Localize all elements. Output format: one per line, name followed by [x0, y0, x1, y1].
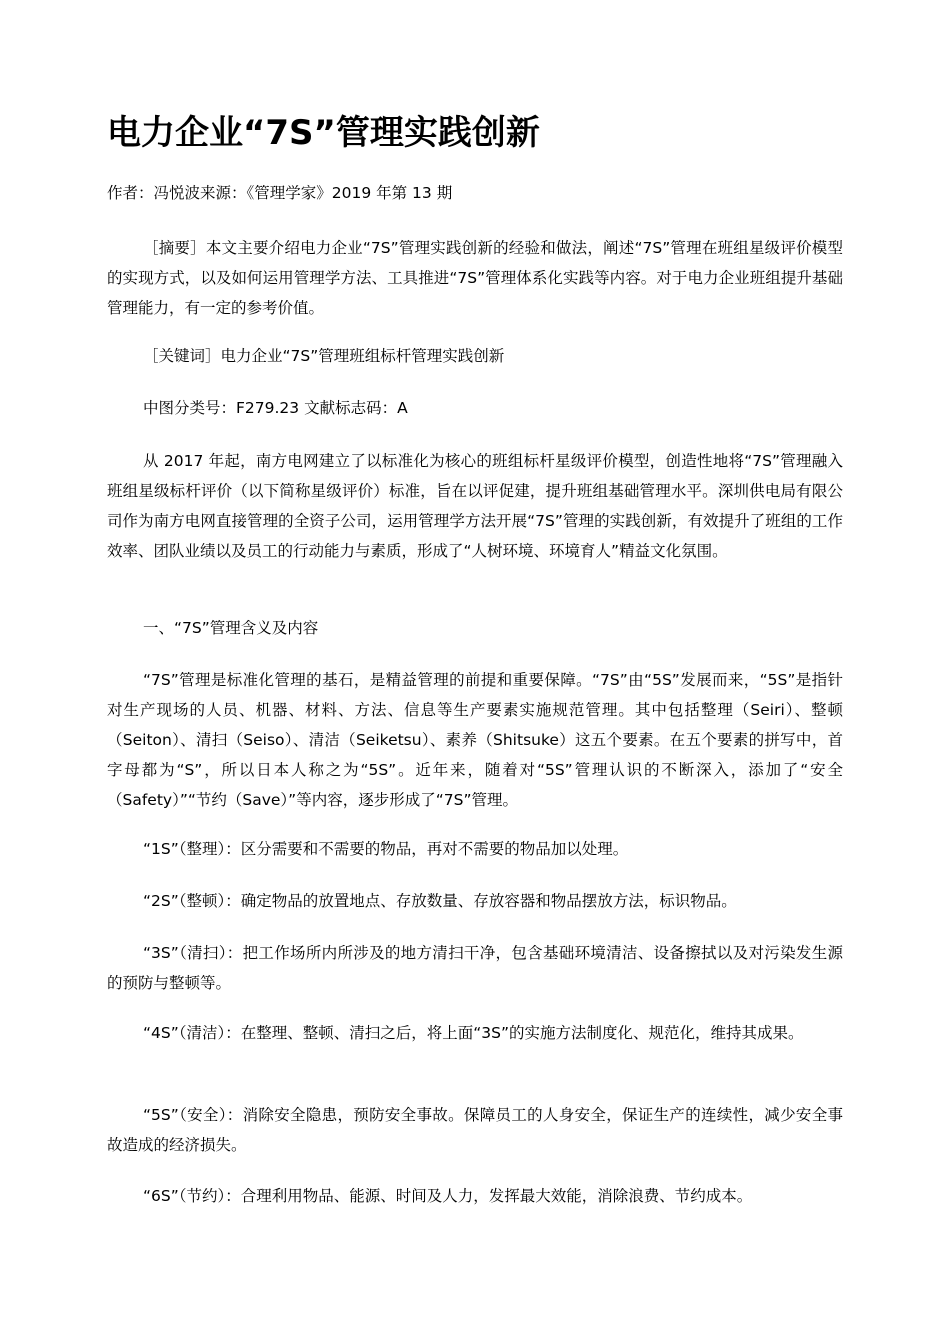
abstract-paragraph: ［摘要］本文主要介绍电力企业“7S”管理实践创新的经验和做法，阐述“7S”管理在班组星级评价模型的实现方式，以及如何运用管理学方法、工具推进“7S”管理体系化实践等内容。对于电力企业班组提升基础管理能力，有一定的参考价值。: [107, 239, 843, 317]
element-4s-paragraph: “4S”（清洁）：在整理、整顿、清扫之后，将上面“3S”的实施方法制度化、规范化，维持其成果。: [143, 1024, 804, 1042]
element-6s-paragraph: “6S”（节约）：合理利用物品、能源、时间及人力，发挥最大效能，消除浪费、节约成本。: [143, 1187, 753, 1205]
body-paragraph: 从 2017 年起，南方电网建立了以标准化为核心的班组标杆星级评价模型，创造性地将“7S”管理融入班组星级标杆评价（以下简称星级评价）标准，旨在以评促建，提升班组基础管理水平。深圳供电局有限公司作为南方电网直接管理的全资子公司，运用管理学方法开展“7S”管理的实践创新，有效提升了班组的工作效率、团队业绩以及员工的行动能力与素质，形成了“人树环境、环境育人”精益文化氛围。: [107, 452, 843, 560]
element-1s-paragraph: “1S”（整理）：区分需要和不需要的物品，再对不需要的物品加以处理。: [143, 840, 629, 858]
element-2s-paragraph: “2S”（整顿）：确定物品的放置地点、存放数量、存放容器和物品摆放方法，标识物品。: [143, 892, 737, 910]
body-paragraph: “7S”管理是标准化管理的基石，是精益管理的前提和重要保障。“7S”由“5S”发展而来，“5S”是指针对生产现场的人员、机器、材料、方法、信息等生产要素实施规范管理。其中包括整理（Seiri）、整顿（Seiton）、清扫（Seiso）、清洁（Seiketsu）、素养（Shitsuke）这五个要素。在五个要素的拼写中，首字母都为“S”，所以日本人称之为“5S”。近年来，随着对“5S”管理认识的不断深入，添加了“安全（Safety）”“节约（Save）”等内容，逐步形成了“7S”管理。: [107, 671, 843, 809]
element-5s-paragraph: “5S”（安全）：消除安全隐患，预防安全事故。保障员工的人身安全，保证生产的连续性，减少安全事故造成的经济损失。: [107, 1106, 843, 1154]
section-heading: 一、“7S”管理含义及内容: [143, 619, 319, 637]
classification-paragraph: 中图分类号：F279.23 文献标志码：A: [143, 399, 408, 417]
element-3s-paragraph: “3S”（清扫）：把工作场所内所涉及的地方清扫干净，包含基础环境清洁、设备擦拭以及对污染发生源的预防与整顿等。: [107, 944, 843, 992]
article-title: 电力企业“7S”管理实践创新: [107, 113, 540, 153]
article-byline: 作者：冯悦波来源：《管理学家》2019 年第 13 期: [107, 184, 453, 202]
keywords-paragraph: ［关键词］电力企业“7S”管理班组标杆管理实践创新: [143, 347, 505, 365]
